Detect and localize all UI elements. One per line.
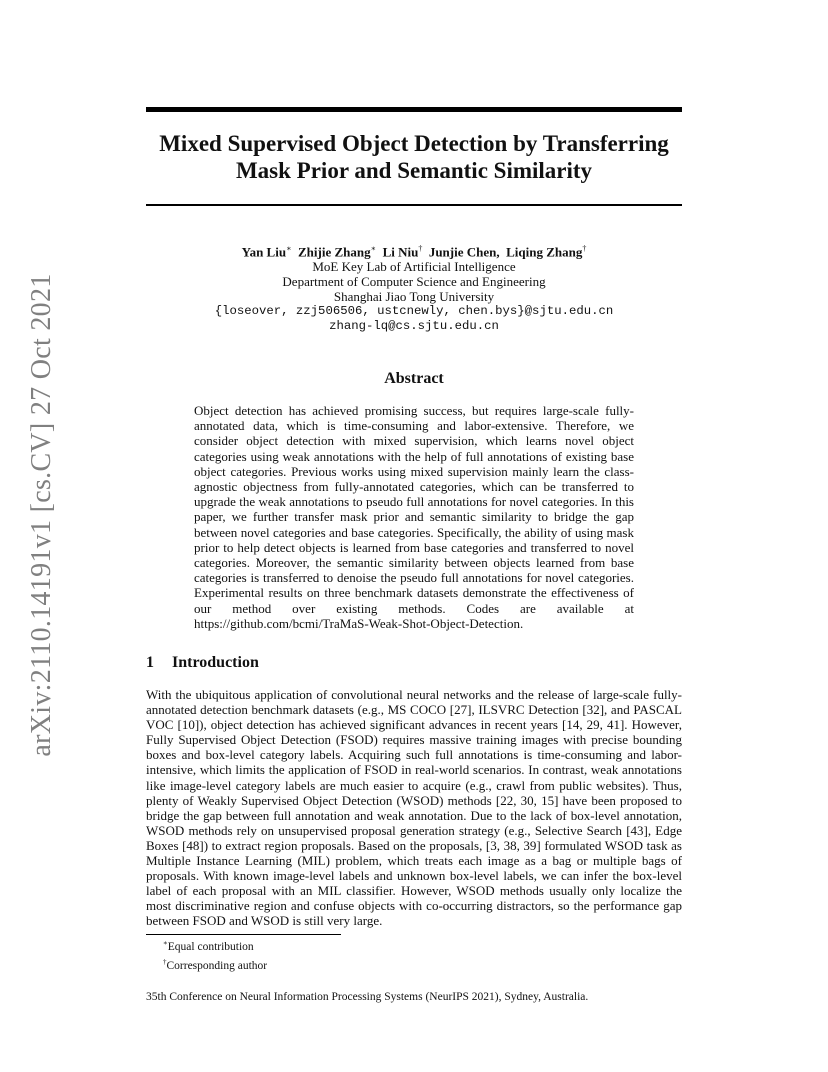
arxiv-identifier: arXiv:2110.14191v1 [cs.CV] 27 Oct 2021	[26, 273, 57, 757]
footnote-text: Corresponding author	[166, 959, 268, 972]
footnote-rule	[146, 934, 341, 935]
section-number: 1	[146, 654, 154, 671]
author-mark: †	[418, 244, 423, 253]
author-names	[146, 241, 682, 259]
author-name: Junjie Chen,	[428, 244, 500, 260]
section-title: Introduction	[172, 654, 259, 671]
footnote-equal-contribution	[163, 936, 267, 955]
corresponding-email: zhang-lq@cs.sjtu.edu.cn	[329, 319, 499, 334]
paper-title	[146, 130, 682, 184]
affiliation-university: Shanghai Jiao Tong University	[333, 289, 495, 305]
author-name: Li Niu	[382, 244, 419, 260]
introduction-paragraph: With the ubiquitous application of convolutional neural networks and the release of large-scale fully-annotated detection benchmark datasets (e.g., MS COCO [27], ILSVRC Detection [32], and PASCAL VOC [10]), object detection has achieved significant advances in recent years [14, 29, 41]. However, Fully Supervised Object Detection (FSOD) requires massive training images with precise bounding boxes and box-level category labels. Acquiring such full annotations is time-consuming and labor-intensive, which limits the application of FSOD in real-world scenarios. In contrast, weak annotations like image-level category labels are much easier to acquire (e.g., crawl from public websites). Thus, plenty of Weakly Supervised Object Detection (WSOD) methods [22, 30, 15] have been proposed to bridge the gap between full annotation and weak annotation. Due to the lack of box-level annotation, WSOD methods rely on unsupervised proposal generation strategy (e.g., Selective Search [43], Edge Boxes [48]) to extract region proposals. Based on the proposals, [3, 38, 39] formulated WSOD task as Multiple Instance Learning (MIL) problem, which treats each image as a bag or multiple bags of proposals. With known image-level labels and unknown box-level labels, we can infer the box-level label of each proposal with an MIL classifier. However, WSOD methods usually only localize the most discriminative region and confuse objects with co-occurring distractors, so the performance gap between FSOD and WSOD is still very large.	[146, 687, 682, 929]
author-emails: {loseover, zzj506506, ustcnewly, chen.bys}@sjtu.edu.cn	[214, 304, 614, 319]
title-line-1: Mixed Supervised Object Detection by Transferring	[159, 131, 669, 156]
section-heading-introduction	[146, 654, 259, 672]
title-line-2: Mask Prior and Semantic Similarity	[235, 158, 593, 183]
affiliation-department: Department of Computer Science and Engineering	[282, 274, 546, 290]
footnote-corresponding-author	[163, 955, 267, 974]
footnote-text: Equal contribution	[167, 940, 254, 953]
footnote-mark: †	[163, 957, 167, 966]
author-name: Liqing Zhang	[506, 244, 583, 260]
author-block	[146, 241, 682, 334]
abstract-heading: Abstract	[384, 370, 444, 387]
author-mark: ∗	[286, 244, 292, 253]
footnote-mark: ∗	[163, 939, 168, 947]
author-mark: ∗	[370, 244, 377, 253]
affiliation-lab: MoE Key Lab of Artificial Intelligence	[312, 259, 516, 275]
title-top-rule	[146, 107, 682, 112]
author-name: Yan Liu	[241, 244, 287, 260]
author-mark: †	[582, 244, 587, 253]
introduction-body	[146, 687, 682, 929]
title-bottom-rule	[146, 204, 682, 206]
footnotes	[163, 936, 267, 974]
conference-footer: 35th Conference on Neural Information Processing Systems (NeurIPS 2021), Sydney, Australia.	[146, 991, 589, 1003]
author-name: Zhijie Zhang	[298, 244, 371, 260]
abstract-text: Object detection has achieved promising success, but requires large-scale fully-annotated data, which is time-consuming and labor-extensive. Therefore, we consider object detection with mixed supervision, which learns novel object categories using weak annotations with the help of full annotations of existing base object categories. Previous works using mixed supervision mainly learn the class-agnostic objectness from fully-annotated categories, which can be transferred to upgrade the weak annotations to pseudo full annotations for novel categories. In this paper, we further transfer mask prior and semantic similarity to bridge the gap between novel categories and base categories. Specifically, the ability of using mask prior to help detect objects is learned from base categories and transferred to novel categories. Moreover, the semantic similarity between objects learned from base categories is transferred to denoise the pseudo full annotations for novel categories. Experimental results on three benchmark datasets demonstrate the effectiveness of our method over existing methods. Codes are available at https://github.com/bcmi/TraMaS-Weak-Shot-Object-Detection.	[194, 403, 634, 631]
